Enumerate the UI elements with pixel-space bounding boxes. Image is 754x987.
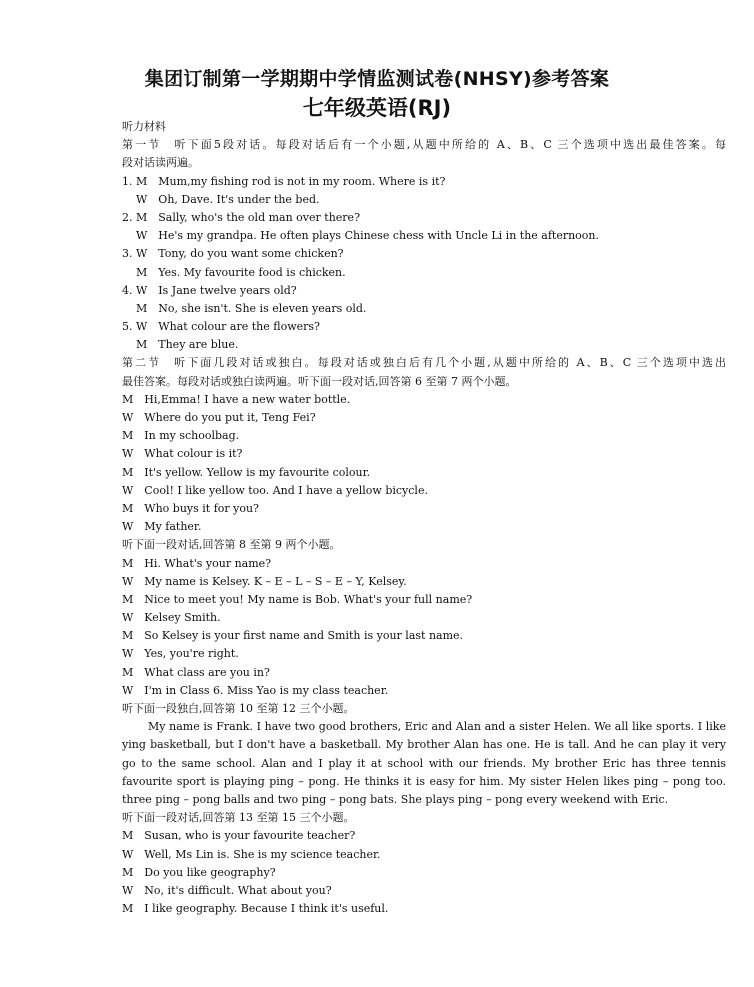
dialog-line: W What colour is it? [122, 447, 243, 461]
dialog-line: 2. M Sally, who's the old man over there? [122, 210, 360, 224]
dialog-line: W Well, Ms Lin is. She is my science teacher. [122, 847, 381, 861]
dialog-intro: 听下面一段对话,回答第 13 至第 15 三个小题。 [122, 811, 355, 825]
document-subtitle: 七年级英语(RJ) [302, 96, 452, 120]
dialog-line: W Where do you put it, Teng Fei? [122, 411, 316, 424]
dialog-line: M I like geography. Because I think it's useful. [122, 902, 389, 916]
dialog-line: W Cool! I like yellow too. And I have a yellow bicycle. [122, 483, 428, 497]
section-label: 听力材料 [122, 120, 166, 133]
dialog-line: M Hi,Emma! I have a new water bottle. [122, 392, 351, 406]
dialog-line: 4. W Is Jane twelve years old? [122, 283, 297, 297]
dialog-line: 5. W What colour are the flowers? [122, 320, 320, 334]
dialog-line: W I'm in Class 6. Miss Yao is my class teacher. [122, 683, 389, 697]
dialog-line: M Hi. What's your name? [122, 556, 272, 570]
dialog-line: W Oh, Dave. It's under the bed. [136, 192, 320, 206]
part2-instructions: 第二节 听下面几段对话或独白。每段对话或独白后有几个小题,从题中所给的 A、B、C 三个选项中选出 [122, 356, 726, 370]
dialog-line: M Do you like geography? [122, 865, 276, 879]
dialog-line: W No, it's difficult. What about you? [122, 883, 332, 897]
dialog-line: M Susan, who is your favourite teacher? [122, 829, 356, 843]
dialog-line: M In my schoolbag. [122, 429, 240, 443]
dialog-line: M Who buys it for you? [122, 501, 259, 515]
dialog-line: 1. M Mum,my fishing rod is not in my room. Where is it? [122, 174, 446, 188]
listening-material [122, 118, 726, 918]
dialog-line: M What class are you in? [122, 665, 270, 679]
dialog-line: W My name is Kelsey. K – E – L – S – E – Y, Kelsey. [122, 574, 407, 588]
dialog-line: M Yes. My favourite food is chicken. [136, 265, 346, 279]
part2-instructions-cont: 最佳答案。每段对话或独白读两遍。听下面一段对话,回答第 6 至第 7 两个小题。 [122, 374, 517, 388]
dialog-line: M It's yellow. Yellow is my favourite colour. [122, 465, 371, 479]
monologue-intro: 听下面一段独白,回答第 10 至第 12 三个小题。 [122, 702, 355, 715]
document-title: 集团订制第一学期期中学情监测试卷(NHSY)参考答案 [144, 68, 610, 90]
dialog-line: M Nice to meet you! My name is Bob. What's your full name? [122, 592, 473, 606]
dialog-intro: 听下面一段对话,回答第 8 至第 9 两个小题。 [122, 538, 341, 552]
dialog-line: W Kelsey Smith. [122, 611, 221, 625]
part1-instructions: 第一节 听下面5段对话。每段对话后有一个小题,从题中所给的 A、B、C 三个选项中选出最佳答案。每 [122, 138, 726, 152]
monologue-line: favourite sport is playing ping – pong. He thinks it is easy for him. My sister Helen likes ping – pong too. [122, 774, 726, 788]
monologue-line: three ping – pong balls and two ping – pong bats. She plays ping – pong every weekend with Eric. [122, 792, 669, 806]
dialog-line: 3. W Tony, do you want some chicken? [122, 247, 344, 261]
monologue-line: ying basketball, but I don't have a basketball. My brother Alan has one. He is tall. And he can play it very [122, 738, 726, 752]
dialog-line: W He's my grandpa. He often plays Chinese chess with Uncle Li in the afternoon. [136, 229, 600, 243]
part1-instructions-cont: 段对话读两遍。 [122, 156, 199, 170]
dialog-line: W Yes, you're right. [122, 647, 239, 661]
dialog-line: M No, she isn't. She is eleven years old. [136, 301, 367, 315]
monologue-line: My name is Frank. I have two good brothers, Eric and Alan and a sister Helen. We all like sports. I like [148, 720, 726, 734]
dialog-line: M They are blue. [136, 338, 239, 352]
dialog-line: W My father. [122, 520, 202, 534]
dialog-line: M So Kelsey is your first name and Smith is your last name. [122, 629, 464, 643]
monologue-line: go to the same school. Alan and I play it at school with our friends. My brother Eric has three tennis [122, 756, 726, 770]
